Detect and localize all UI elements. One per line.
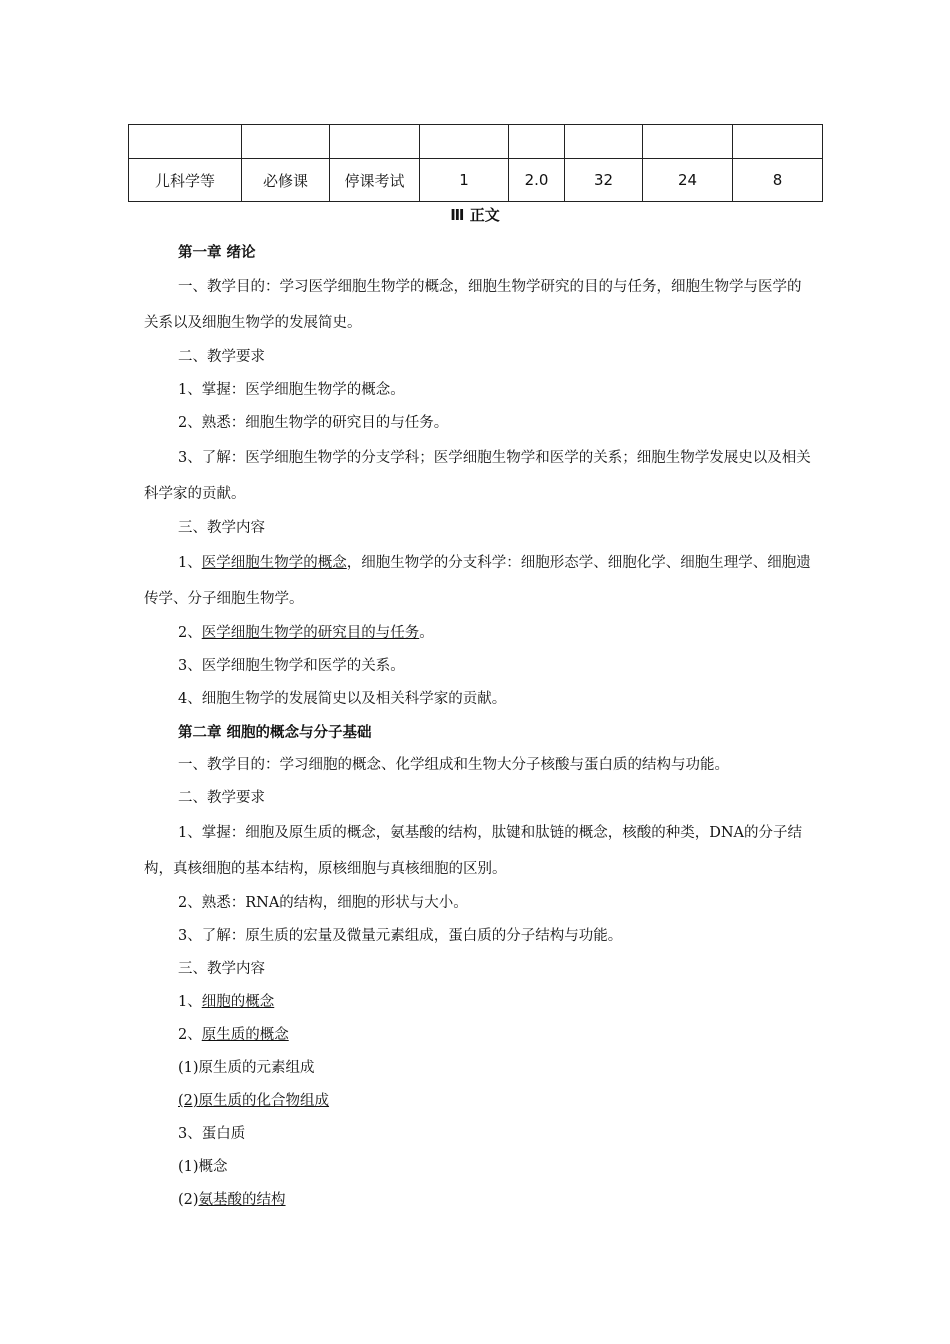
underlined-term: 细胞的概念 (201, 994, 275, 1010)
table-cell (565, 125, 643, 159)
ch2-content-3-2 (144, 1184, 814, 1217)
table-cell: 必修课 (242, 159, 330, 202)
text: ，细胞生物学的分支科学：细胞形态学、细胞化学、细胞生理学、细胞遗传学、分子细胞生物学。 (144, 555, 811, 607)
ch1-req2: 2、熟悉：细胞生物学的研究目的与任务。 (178, 415, 449, 431)
ch2-goal: 一、教学目的：学习细胞的概念、化学组成和生物大分子核酸与蛋白质的结构与功能。 (178, 757, 729, 773)
document-body (144, 236, 814, 1217)
table-cell (733, 125, 823, 159)
table-cell (330, 125, 420, 159)
chapter-2-title: 第二章 细胞的概念与分子基础 (178, 724, 372, 741)
table-cell: 2.0 (509, 159, 565, 202)
table-cell: 1 (420, 159, 509, 202)
prefix: 2、 (178, 1027, 202, 1043)
ch2-content-title: 三、教学内容 (178, 961, 265, 977)
table-row (129, 125, 823, 159)
section-heading: Ⅲ 正文 (450, 206, 500, 224)
table-cell: 8 (733, 159, 823, 202)
ch2-req1: 1、掌握：细胞及原生质的概念，氨基酸的结构，肽键和肽链的概念，核酸的种类，DNA的分子结构，真核细胞的基本结构，原核细胞与真核细胞的区别。 (144, 825, 803, 877)
ch1-goal: 一、教学目的：学习医学细胞生物学的概念，细胞生物学研究的目的与任务，细胞生物学与医学的关系以及细胞生物学的发展简史。 (144, 279, 802, 331)
ch1-req3: 3、了解：医学细胞生物学的分支学科；医学细胞生物学和医学的关系；细胞生物学发展史以及相关科学家的贡献。 (144, 450, 811, 502)
ch2-content-2 (144, 1019, 814, 1052)
text: 。 (419, 625, 434, 641)
ch2-content-3: 3、蛋白质 (178, 1126, 246, 1142)
ch1-content-2 (144, 617, 814, 650)
table-cell (420, 125, 509, 159)
ch1-content-4: 4、细胞生物学的发展简史以及相关科学家的贡献。 (178, 691, 507, 707)
table-cell: 24 (643, 159, 733, 202)
prefix: 1、 (178, 994, 202, 1010)
ch1-content-3: 3、医学细胞生物学和医学的关系。 (178, 658, 405, 674)
table-cell (129, 125, 242, 159)
ch2-req2: 2、熟悉：RNA的结构，细胞的形状与大小。 (178, 895, 468, 911)
underlined-term: 氨基酸的结构 (198, 1192, 286, 1208)
table-cell: 停课考试 (330, 159, 420, 202)
prefix: 1、 (178, 555, 202, 571)
prefix: 2、 (178, 625, 202, 641)
ch2-req3: 3、了解：原生质的宏量及微量元素组成，蛋白质的分子结构与功能。 (178, 928, 623, 944)
underlined-term: 原生质的概念 (201, 1027, 289, 1043)
chapter-1-title: 第一章 绪论 (178, 244, 256, 261)
course-table (128, 124, 823, 202)
ch1-req1: 1、掌握：医学细胞生物学的概念。 (178, 382, 405, 398)
underlined-term: 医学细胞生物学的研究目的与任务 (201, 625, 420, 641)
table-row (129, 159, 823, 202)
prefix: (2) (178, 1192, 199, 1208)
ch2-req-title: 二、教学要求 (178, 790, 265, 806)
table-cell (509, 125, 565, 159)
table-cell: 32 (565, 159, 643, 202)
ch2-content-2-2: (2)原生质的化合物组成 (178, 1093, 330, 1109)
ch1-content-1 (144, 545, 814, 617)
table-cell (643, 125, 733, 159)
ch2-content-2-1: (1)原生质的元素组成 (178, 1060, 315, 1076)
ch1-req-title: 二、教学要求 (178, 349, 265, 365)
table-cell (242, 125, 330, 159)
table-cell: 儿科学等 (129, 159, 242, 202)
underlined-term: 医学细胞生物学的概念 (201, 555, 347, 571)
ch1-content-title: 三、教学内容 (178, 520, 265, 536)
ch2-content-1 (144, 986, 814, 1019)
ch2-content-3-1: (1)概念 (178, 1159, 228, 1175)
